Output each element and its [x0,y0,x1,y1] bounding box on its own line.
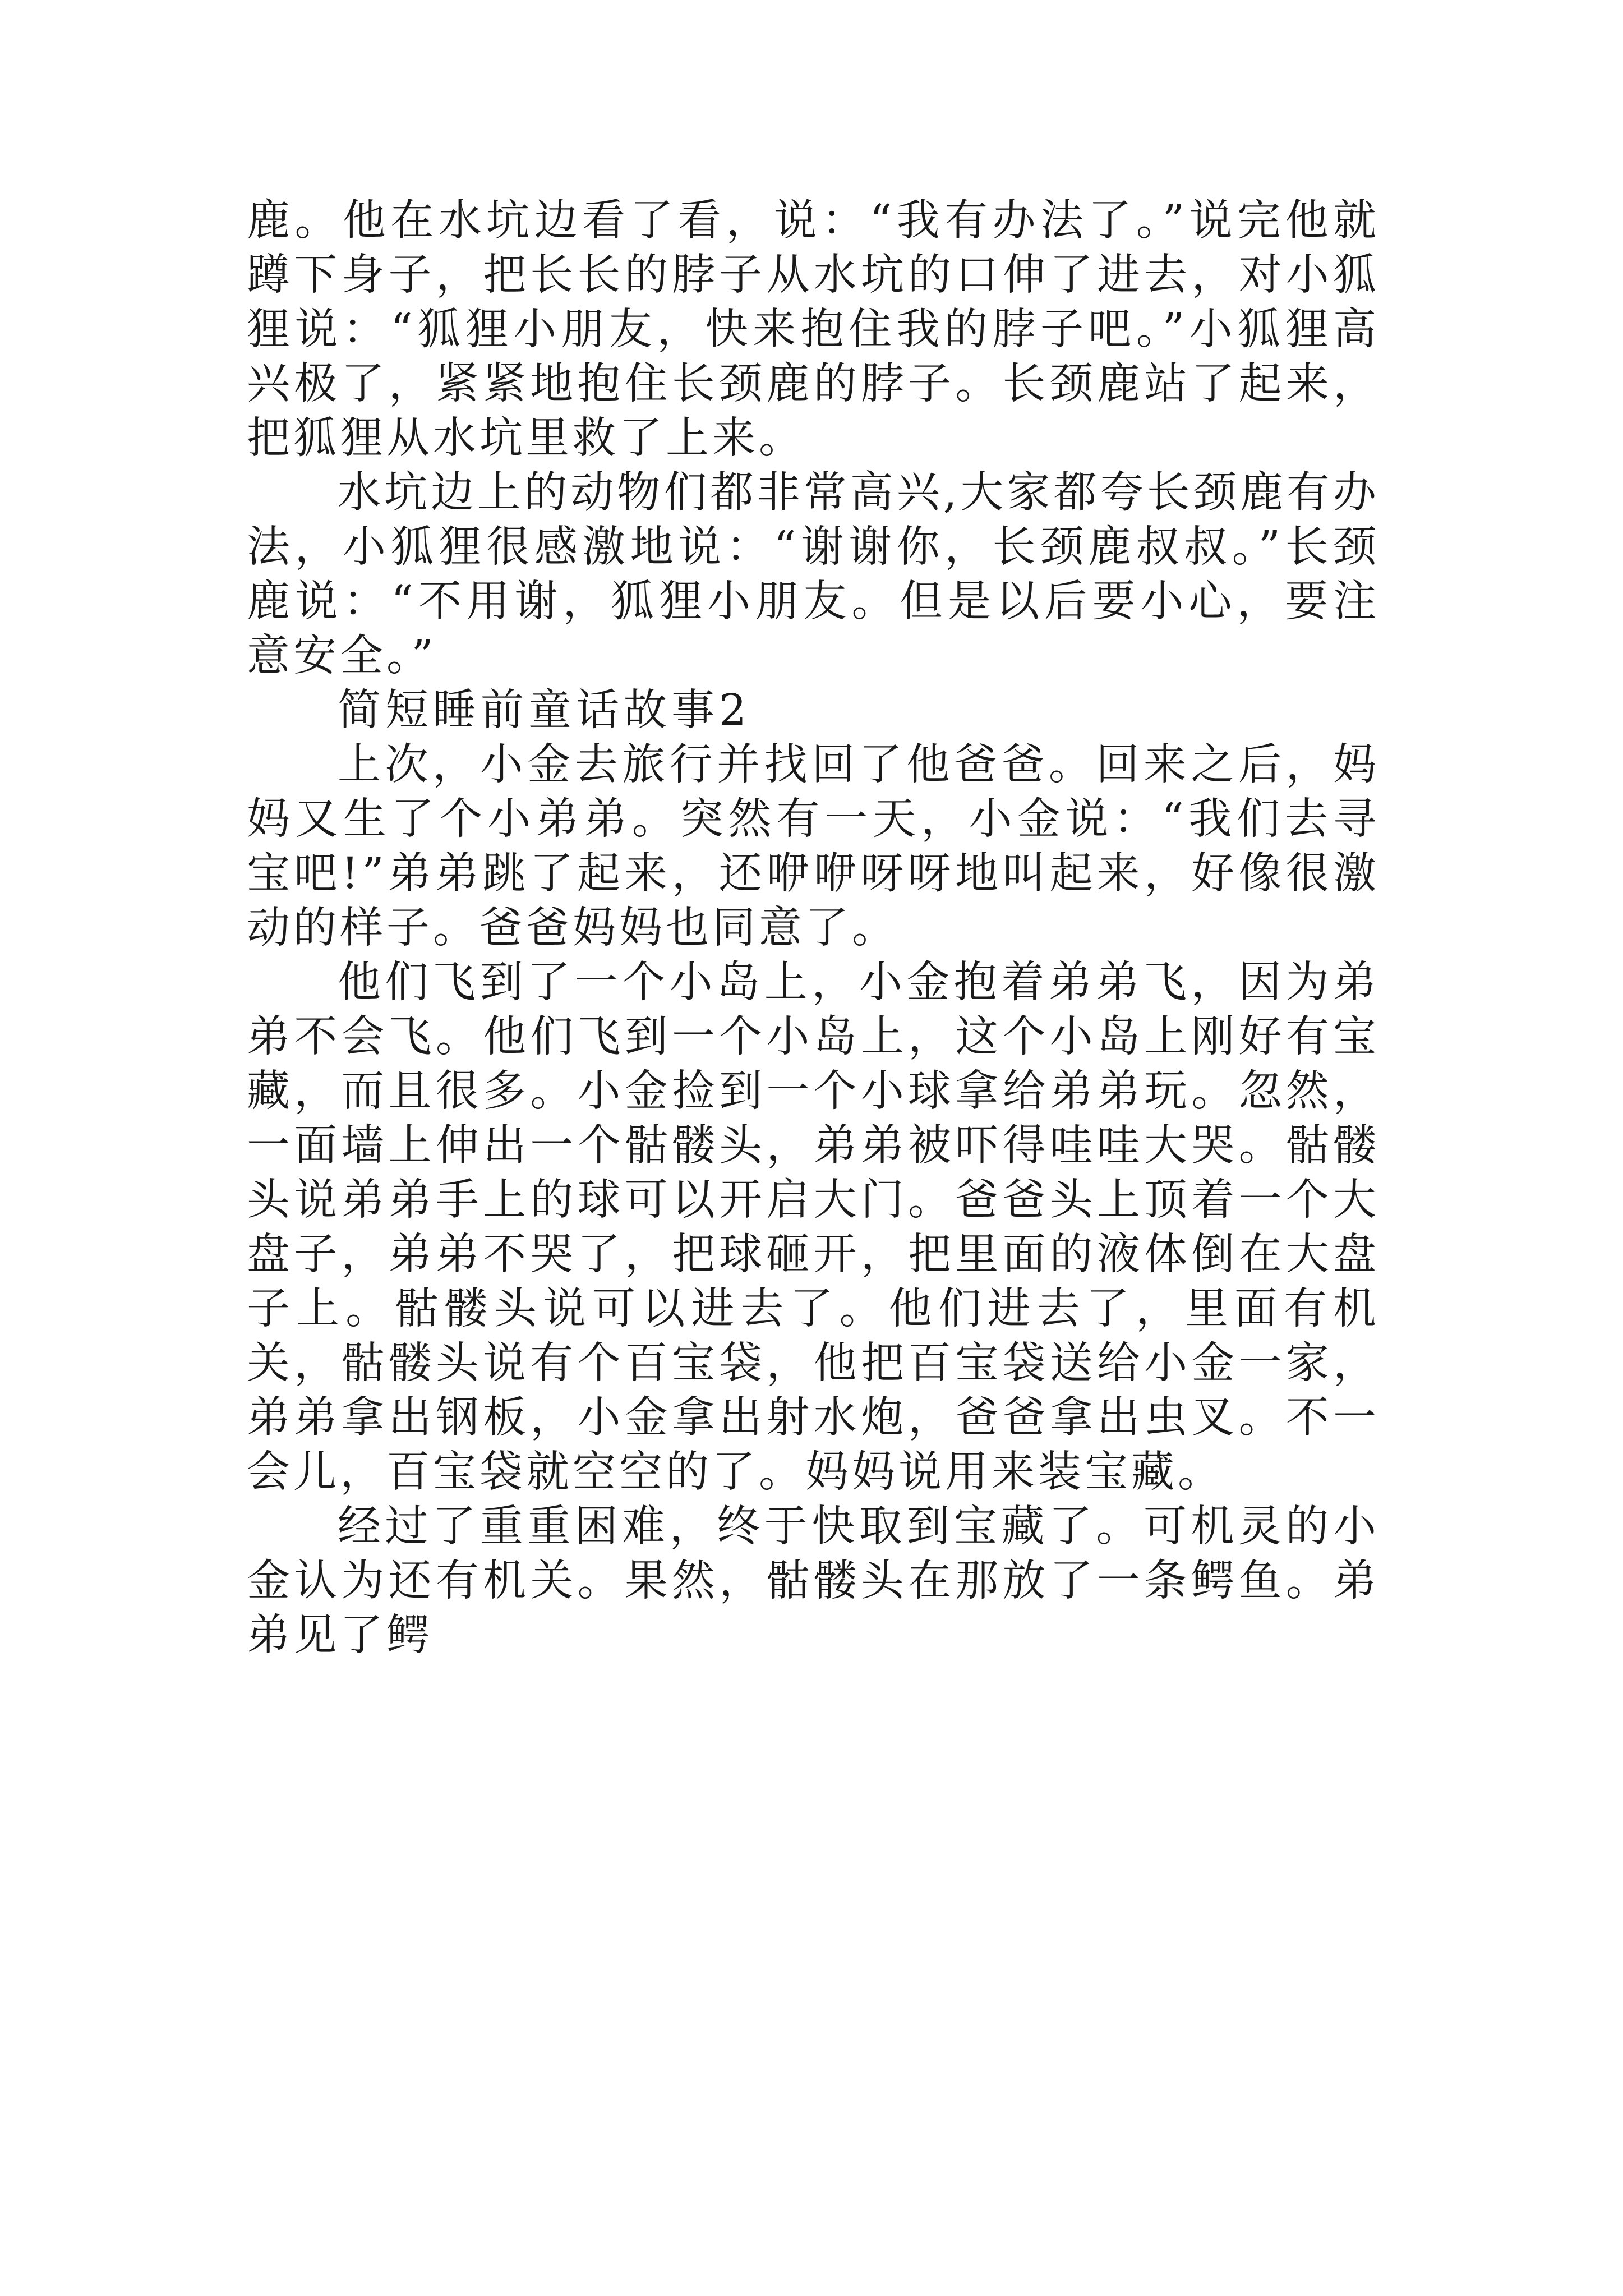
paragraph-2: 水坑边上的动物们都非常高兴,大家都夸长颈鹿有办法，小狐狸很感激地说：“谢谢你，长颈鹿叔叔。”长颈鹿说：“不用谢，狐狸小朋友。但是以后要小心，要注意安全。” [247,468,1380,681]
document-body [247,194,1380,1663]
paragraph-4: 他们飞到了一个小岛上，小金抱着弟弟飞，因为弟弟不会飞。他们飞到一个小岛上，这个小岛上刚好有宝藏，而且很多。小金捡到一个小球拿给弟弟玩。忽然，一面墙上伸出一个骷髅头，弟弟被吓得哇哇大哭。骷髅头说弟弟手上的球可以开启大门。爸爸头上顶着一个大盘子，弟弟不哭了，把球砸开，把里面的液体倒在大盘子上。骷髅头说可以进去了。他们进去了，里面有机关，骷髅头说有个百宝袋，他把百宝袋送给小金一家，弟弟拿出钢板，小金拿出射水炮，爸爸拿出虫叉。不一会儿，百宝袋就空空的了。妈妈说用来装宝藏。 [247,958,1380,1497]
paragraph-1: 鹿。他在水坑边看了看，说：“我有办法了。”说完他就蹲下身子，把长长的脖子从水坑的口伸了进去，对小狐狸说：“狐狸小朋友，快来抱住我的脖子吧。”小狐狸高兴极了，紧紧地抱住长颈鹿的脖子。长颈鹿站了起来，把狐狸从水坑里救了上来。 [247,196,1380,463]
paragraph-3: 上次，小金去旅行并找回了他爸爸。回来之后，妈妈又生了个小弟弟。突然有一天，小金说：“我们去寻宝吧!”弟弟跳了起来，还咿咿呀呀地叫起来，好像很激动的样子。爸爸妈妈也同意了。 [247,740,1380,953]
paragraph-5: 经过了重重困难，终于快取到宝藏了。可机灵的小金认为还有机关。果然，骷髅头在那放了一条鳄鱼。弟弟见了鳄 [247,1502,1380,1660]
section-heading: 简短睡前童话故事2 [338,685,751,735]
